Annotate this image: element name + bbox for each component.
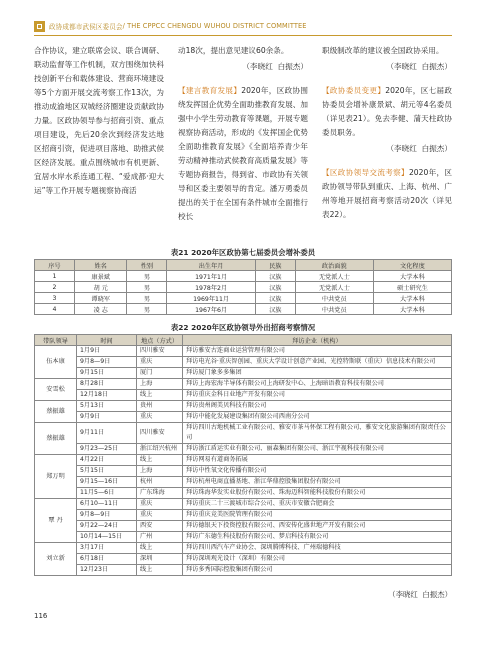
column-3-text-1: 职级制改革的建议被全国政协采用。 [322, 46, 444, 55]
table-cell: 浙江绍兴杭州 [137, 444, 183, 455]
table-cell: 1969年11月 [167, 293, 256, 304]
table-cell: 5月13日 [77, 401, 137, 412]
leader-cell: 刘立新 [35, 543, 77, 576]
table-21-header: 性别 [127, 260, 167, 271]
table-row [35, 390, 452, 401]
column-3-text-3: 2020年，区政协领导带队到重庆、上海、杭州、广州等地开展招商考察活动20次（详见表22）。 [322, 168, 453, 219]
column-1-text: 合作协议，建立联席会议、联合调研、联动监督等工作机制，双方围绕加快科技创新平台和载体建设、营商环境建设等5个方面开展交流考察工作13次，为推动成渝地区双城经济圈建设贡献政协力量。区政协领导参与招商引资、重点项目建设，先后20余次到经济发达地区招商引资，促进项目落地、助推武侯区经济发展。重点围绕城市有机更新、宜居水岸水系连通工程、“爱成都·迎大运”等工作开展专题视察协商活 [34, 46, 164, 195]
table-21 [34, 259, 452, 315]
table-cell: 胡 元 [74, 282, 127, 293]
table-cell: 四川雅安 [137, 423, 183, 444]
table-cell: 3月17日 [77, 543, 137, 554]
table-cell: 9月22—24日 [77, 521, 137, 532]
table-cell: 拜访厦门象多多集团 [183, 368, 452, 379]
table-21-header: 文化程度 [373, 260, 451, 271]
table-cell: 3 [35, 293, 75, 304]
table-22 [34, 334, 452, 576]
table-cell: 4月22日 [77, 455, 137, 466]
table-cell: 拜访重庆竞美医院管理有限公司 [183, 510, 452, 521]
column-3-text-2: 2020年，区七届政协委员会增补康景斌、胡元等4名委员（详见表21）。免去李健、蒲天柱政协委员职务。 [322, 86, 453, 137]
table-cell: 拜访中能化发展建设集团有限公司西南分公司 [183, 412, 452, 423]
table-cell: 贵州 [137, 401, 183, 412]
table-row [35, 466, 452, 477]
table-cell: 上海 [137, 379, 183, 390]
table-cell: 拜访电光谷·重庆智创园、重庆大学设计创意产业园、光控特斯联（重庆）信息技术有限公司 [183, 357, 452, 368]
table-cell: 9月23—25日 [77, 444, 137, 455]
table-row [35, 304, 452, 315]
table-cell: 1 [35, 271, 75, 282]
table-cell: 男 [127, 293, 167, 304]
table-21-header: 姓名 [74, 260, 127, 271]
table-row [35, 368, 452, 379]
table-21-header: 民族 [255, 260, 295, 271]
table-cell: 中共党员 [295, 304, 373, 315]
table-cell: 9月8—9日 [77, 510, 137, 521]
column-1 [34, 44, 164, 240]
table-row [35, 346, 452, 357]
table-cell: 汉族 [255, 293, 295, 304]
table-row [35, 532, 452, 543]
table-cell: 无党派人士 [295, 271, 373, 282]
table-cell: 拜访四川西汽车产业协会、深圳腾博科技、广州瑞德科技 [183, 543, 452, 554]
table-cell: 重庆 [137, 357, 183, 368]
table-cell: 5月15日 [77, 466, 137, 477]
table-cell: 线上 [137, 390, 183, 401]
table-row [35, 543, 452, 554]
table-22-header: 时间 [77, 335, 137, 346]
table-cell: 拜访广东德生科技股份有限公司、梦启科技有限公司 [183, 532, 452, 543]
table-cell: 9月15—16日 [77, 477, 137, 488]
table-cell: 谭晓军 [74, 293, 127, 304]
table-cell: 中共党员 [295, 293, 373, 304]
table-cell: 1971年1月 [167, 271, 256, 282]
table-cell: 线上 [137, 543, 183, 554]
table-cell: 大学本科 [373, 293, 451, 304]
table-21-caption: 表21 2020年区政协第七届委员会增补委员 [170, 248, 316, 257]
table-cell: 8月28日 [77, 379, 137, 390]
leader-cell: 伍本康 [35, 346, 77, 379]
leader-cell: 蔡振雄 [35, 401, 77, 423]
table-21-header: 序号 [35, 260, 75, 271]
table-row [35, 444, 452, 455]
table-cell: 1月9日 [77, 346, 137, 357]
column-2 [178, 44, 308, 240]
table-row [35, 455, 452, 466]
table-21-header: 出生年月 [167, 260, 256, 271]
table-cell: 拜访杭州电商直播基地、浙江华鼎控股集团股份有限公司 [183, 477, 452, 488]
column-3-signature-2: （李晓红 白振杰） [386, 144, 452, 153]
table-cell: 厦门 [137, 368, 183, 379]
table-cell: 9月15日 [77, 368, 137, 379]
table-row [35, 510, 452, 521]
table-row [35, 401, 452, 412]
table-cell: 拜访贵州阁美贝科技有限公司 [183, 401, 452, 412]
column-2-paragraph-2 [178, 84, 308, 224]
table-22-header: 地点（方式） [137, 335, 183, 346]
table-row [35, 293, 452, 304]
table-cell: 拜访重庆金科日业地产开发有限公司 [183, 390, 452, 401]
table-cell: 11月5—6日 [77, 488, 137, 499]
table-cell: 大学本科 [373, 304, 451, 315]
table-cell: 重庆 [137, 499, 183, 510]
table-row [35, 521, 452, 532]
table-cell: 广州 [137, 532, 183, 543]
table-cell: 1967年6月 [167, 304, 256, 315]
table-cell: 拜访德银天下投资控股有限公司、西安传化盛世地产开发有限公司 [183, 521, 452, 532]
table-cell: 康景斌 [74, 271, 127, 282]
table-row [35, 488, 452, 499]
table-row [35, 282, 452, 293]
table-cell: 四川雅安 [137, 346, 183, 357]
table-cell: 汉族 [255, 304, 295, 315]
table-cell: 6月10—11日 [77, 499, 137, 510]
table-cell: 深圳 [137, 554, 183, 565]
column-2-signature: （李晓红 白振杰） [242, 62, 308, 71]
table-row [35, 423, 452, 444]
table-cell: 4 [35, 304, 75, 315]
table-cell: 凌 志 [74, 304, 127, 315]
table-cell: 拜访浙江盾运实业有限公司、丽森集团有限公司、浙江宇视科技有限公司 [183, 444, 452, 455]
table-cell: 拜访上海宏海半导体有限公司上海研发中心、上海暗语教育科技有限公司 [183, 379, 452, 390]
column-3-paragraph-2 [322, 84, 452, 140]
table-22-header: 拜访企业（机构） [183, 335, 452, 346]
table-cell: 广东珠海 [137, 488, 183, 499]
table-cell: 硕士研究生 [373, 282, 451, 293]
column-3 [322, 44, 452, 240]
body-columns [34, 44, 452, 240]
table-row [35, 379, 452, 390]
table-cell: 拜访珠海华发实业股份有限公司、珠海迈科智能科技股份有限公司 [183, 488, 452, 499]
table-cell: 2 [35, 282, 75, 293]
table-cell: 6月18日 [77, 554, 137, 565]
table-22-caption: 表22 2020年区政协领导外出招商考察情况 [170, 323, 316, 332]
table-row [35, 357, 452, 368]
leader-cell: 安雪松 [35, 379, 77, 401]
table-cell: 男 [127, 304, 167, 315]
table-row [35, 271, 452, 282]
header-title: 政协成都市武侯区委员会 [49, 23, 123, 31]
column-2-text-2: 2020年，区政协围绕发挥国企优势全面助推教育发展、加强中小学生劳动教育等课题，开展专题视察协商活动，形成的《发挥国企优势全面助推教育发展》《全面培养青少年劳动精神推动武侯教育高质量发展》等专题协商报告，得到省、市政协有关领导和区委主要领导的肯定。潘万勇委员提出的关于在全国有条件城市全面推行校长 [178, 86, 309, 221]
table-cell: 重庆 [137, 510, 183, 521]
header-subtitle: / THE CPPCC CHENGDU WUHOU DISTRICT COMMITTEE [122, 22, 307, 30]
table-cell: 西安 [137, 521, 183, 532]
section-heading-members: 【政协委员变更】 [322, 86, 386, 95]
section-heading-visits: 【区政协领导交流考察】 [322, 168, 409, 177]
bottom-signature: （李晓红 白振杰） [388, 590, 452, 599]
table-row [35, 412, 452, 423]
table-21-header: 政治面貌 [295, 260, 373, 271]
table-cell: 拜访中性氧文化传播有限公司 [183, 466, 452, 477]
table-cell: 线上 [137, 565, 183, 576]
cppcc-logo-icon [34, 21, 45, 32]
table-cell: 拜访多秀国际控股集团有限公司 [183, 565, 452, 576]
table-cell: 9月8—9日 [77, 357, 137, 368]
table-cell: 9月11日 [77, 423, 137, 444]
table-cell: 拜访四川古地机械工业有限公司、雅安市茶马怀保工程有限公司、雅安文化旅游集团有限责任公司 [183, 423, 452, 444]
table-row [35, 499, 452, 510]
header-divider [34, 35, 452, 36]
table-row [35, 565, 452, 576]
table-cell: 杭州 [137, 477, 183, 488]
table-cell: 拜访深圳观光设计（深圳）有限公司 [183, 554, 452, 565]
table-row [35, 554, 452, 565]
table-cell: 无党派人士 [295, 282, 373, 293]
leader-cell: 覃 丹 [35, 499, 77, 543]
section-heading-education: 【建言教育发展】 [178, 86, 242, 95]
table-cell: 1978年2月 [167, 282, 256, 293]
table-cell: 拜访雅安古连商业运营管理有限公司 [183, 346, 452, 357]
table-cell: 重庆 [137, 412, 183, 423]
table-cell: 汉族 [255, 271, 295, 282]
column-2-text-1: 动18次，提出意见建议60余条。 [178, 46, 289, 55]
table-cell: 12月18日 [77, 390, 137, 401]
leader-cell: 蔡振雄 [35, 423, 77, 455]
table-cell: 大学本科 [373, 271, 451, 282]
table-cell: 拜访网易有道商务拓展 [183, 455, 452, 466]
table-cell: 汉族 [255, 282, 295, 293]
leader-cell: 郑万明 [35, 455, 77, 499]
table-cell: 10月14—15日 [77, 532, 137, 543]
table-cell: 拜访重庆二十三渡城市综合公司、重庆市安徽合肥商会 [183, 499, 452, 510]
column-3-paragraph-3 [322, 166, 452, 222]
page-header [34, 18, 454, 34]
table-cell: 12月23日 [77, 565, 137, 576]
column-3-signature-1: （李晓红 白振杰） [386, 62, 452, 71]
table-cell: 上海 [137, 466, 183, 477]
table-row [35, 477, 452, 488]
table-cell: 9月9日 [77, 412, 137, 423]
table-cell: 男 [127, 282, 167, 293]
table-cell: 男 [127, 271, 167, 282]
page-number: 116 [34, 612, 48, 620]
table-22-header: 带队领导 [35, 335, 77, 346]
table-cell: 线上 [137, 455, 183, 466]
